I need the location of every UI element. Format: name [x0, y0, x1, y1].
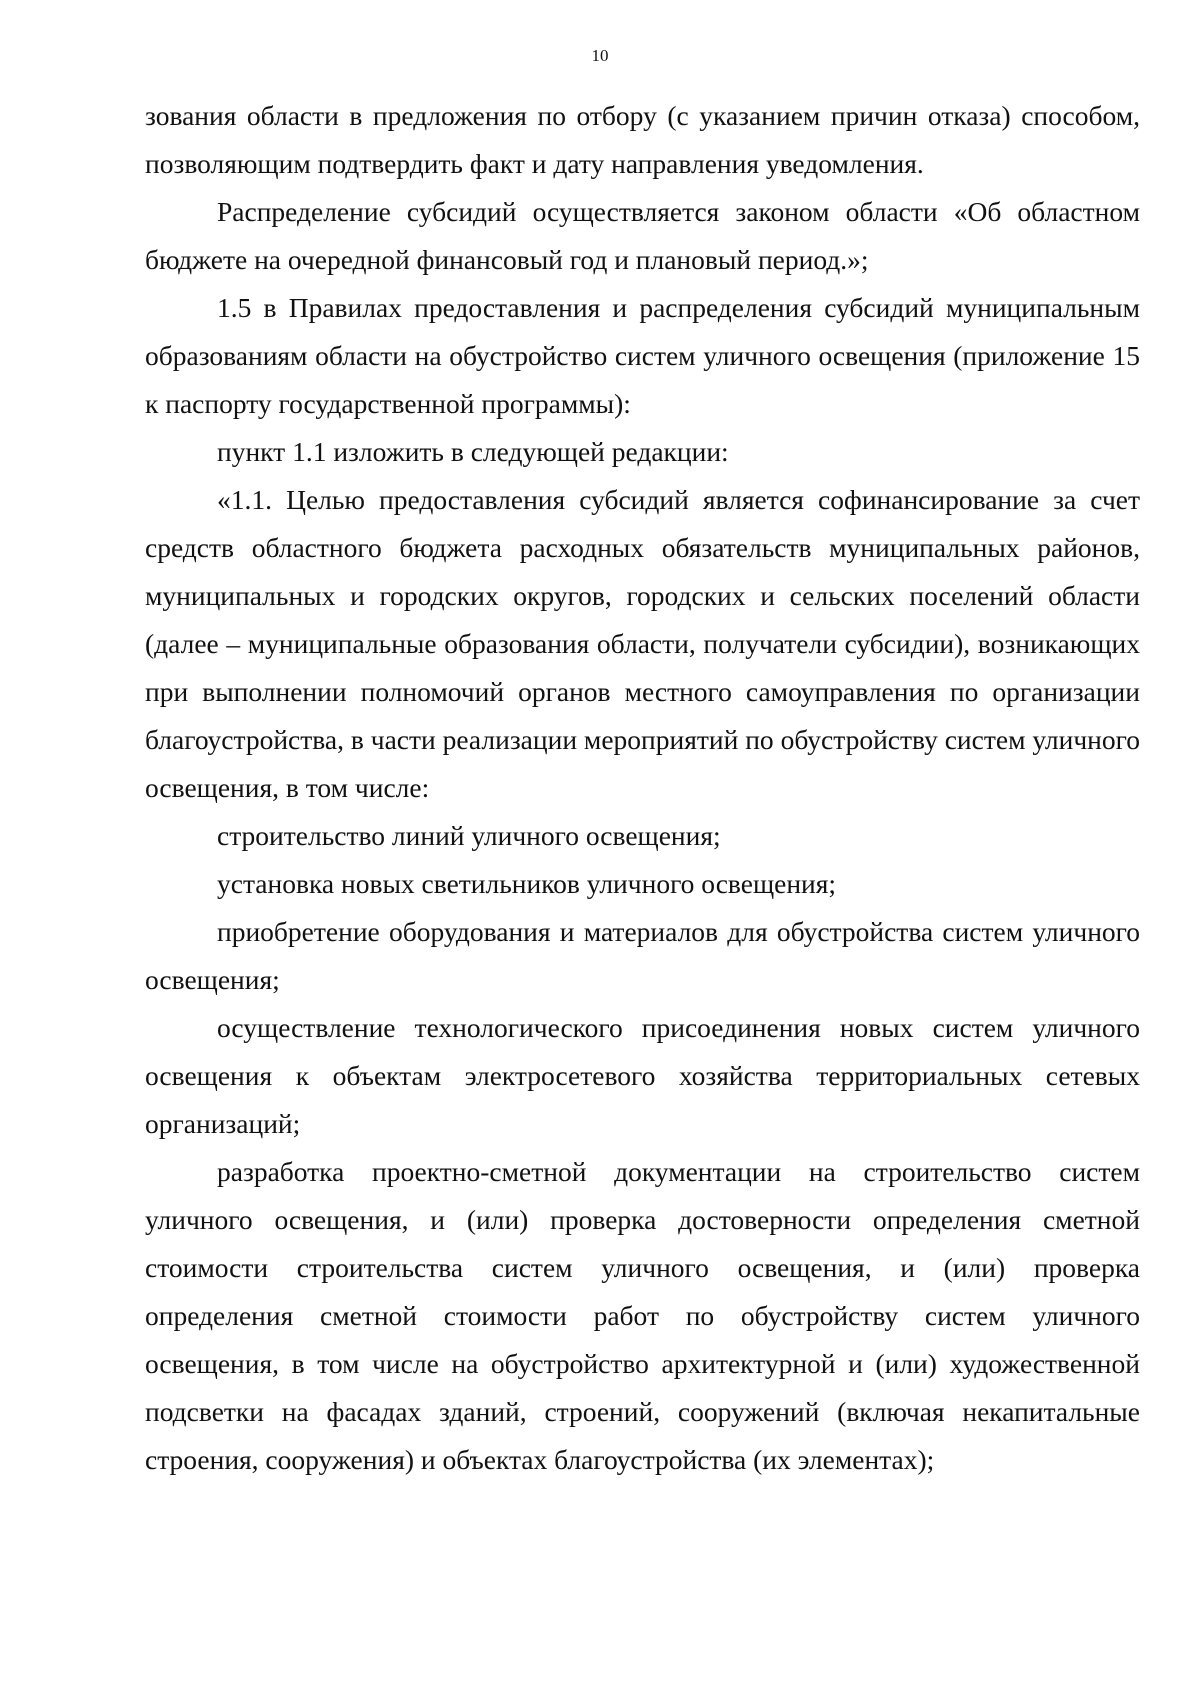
list-item-construction: строительство линий уличного освещения; [217, 820, 721, 851]
paragraph-amend-instruction: пункт 1.1 изложить в следующей редакции: [217, 436, 729, 467]
paragraph-distribution: Распределение субсидий осуществляется законом области «Об областном бюджете на очередной финансовый год и плановый период.»; [145, 196, 1140, 275]
list-item-design-documentation: разработка проектно-сметной документации на строительство систем уличного освещения, и (или) проверка достоверности определения сметной стоимости строительства систем уличного освещения, и (или) проверка определения сметной стоимости работ по обустройству систем уличного освещения, в том числе на обустройство архитектурной и (или) художественной подсветки на фасадах зданий, строений, сооружений (включая некапитальные строения, сооружения) и объектах благоустройства (их элементах); [145, 1156, 1140, 1475]
page-number: 10 [591, 46, 609, 65]
paragraph-item-1-5: 1.5 в Правилах предоставления и распределения субсидий муниципальным образованиям области на обустройство систем уличного освещения (приложение 15 к паспорту государственной программы): [145, 292, 1140, 419]
paragraph-continuation: зования области в предложения по отбору (с указанием причин отказа) способом, позволяющим подтвердить факт и дату направления уведомления. [145, 100, 1140, 179]
list-item-installation: установка новых светильников уличного освещения; [217, 868, 837, 899]
document-body [145, 92, 1140, 1484]
list-item-procurement: приобретение оборудования и материалов для обустройства систем уличного освещения; [145, 916, 1140, 995]
list-item-grid-connection: осуществление технологического присоединения новых систем уличного освещения к объектам электросетевого хозяйства территориальных сетевых организаций; [145, 1012, 1140, 1139]
paragraph-clause-1-1: «1.1. Целью предоставления субсидий является софинансирование за счет средств областного бюджета расходных обязательств муниципальных районов, муниципальных и городских округов, городских и сельских поселений области (далее – муниципальные образования области, получатели субсидии), возникающих при выполнении полномочий органов местного самоуправления по организации благоустройства, в части реализации мероприятий по обустройству систем уличного освещения, в том числе: [145, 484, 1140, 803]
